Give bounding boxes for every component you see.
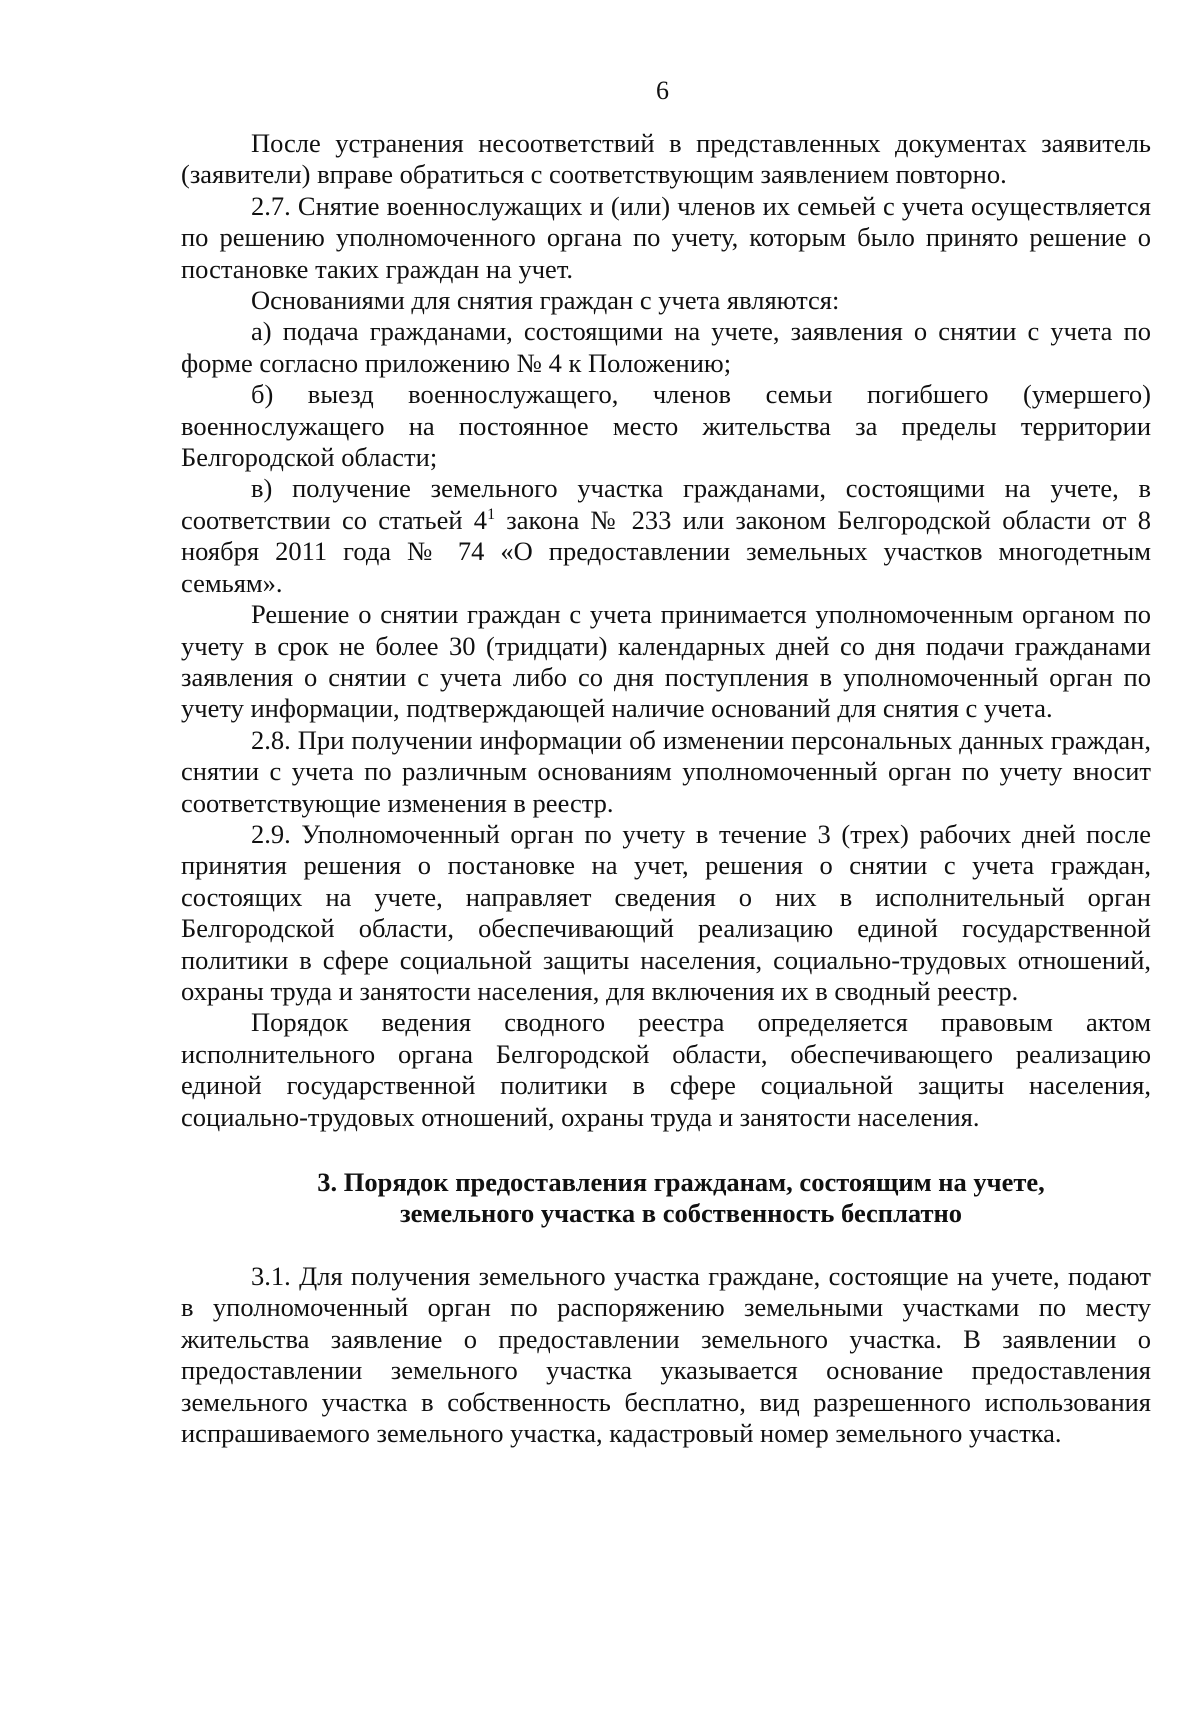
page-number: 6 bbox=[656, 76, 669, 105]
list-item-v-text-2: закона № 233 или законом Белгородской области от 8 ноября 2011 года № 74 «О предоставлении земельных участков многодетным семьям». bbox=[181, 504, 1151, 598]
paragraph: Порядок ведения сводного реестра определяется правовым актом исполнительного органа Белгородской области, обеспечивающего реализацию единой государственной политики в сфере социальной защиты населения, социально-трудовых отношений, охраны труда и занятости населения. bbox=[181, 1007, 1151, 1132]
section-heading bbox=[181, 1167, 1151, 1229]
paragraph-2-7: 2.7. Снятие военнослужащих и (или) членов их семьей с учета осуществляется по решению уполномоченного органа по учету, которым было принято решение о постановке таких граждан на учет. bbox=[181, 190, 1151, 284]
list-item-b: б) выезд военнослужащего, членов семьи погибшего (умершего) военнослужащего на постоянное место жительства за пределы территории Белгородской области; bbox=[181, 379, 1151, 473]
superscript: 1 bbox=[487, 505, 496, 523]
paragraph-2-9: 2.9. Уполномоченный орган по учету в течение 3 (трех) рабочих дней после принятия решения о постановке на учет, решения о снятии с учета граждан, состоящих на учете, направляет сведения о них в исполнительный орган Белгородской области, обеспечивающий реализацию единой государственной политики в сфере социальной защиты населения, социально-трудовых отношений, охраны труда и занятости населения, для включения их в сводный реестр. bbox=[181, 818, 1151, 1006]
section-heading-line: земельного участка в собственность бесплатно bbox=[399, 1198, 963, 1228]
list-item-a: а) подача гражданами, состоящими на учете, заявления о снятии с учета по форме согласно приложению № 4 к Положению; bbox=[181, 316, 1151, 378]
paragraph-2-8: 2.8. При получении информации об изменении персональных данных граждан, снятии с учета по различным основаниям уполномоченный орган по учету вносит соответствующие изменения в реестр. bbox=[181, 724, 1151, 818]
section-heading-line: 3. Порядок предоставления гражданам, состоящим на учете, bbox=[317, 1167, 1045, 1197]
paragraph: После устранения несоответствий в представленных документах заявитель (заявители) вправе обратиться с соответствующим заявлением повторно. bbox=[181, 128, 1151, 190]
list-item-v bbox=[181, 473, 1151, 599]
document-body bbox=[181, 128, 1151, 1449]
paragraph: Основаниями для снятия граждан с учета являются: bbox=[251, 285, 840, 316]
paragraph-3-1: 3.1. Для получения земельного участка граждане, состоящие на учете, подают в уполномоченный орган по распоряжению земельными участками по месту жительства заявление о предоставлении земельного участка. В заявлении о предоставлении земельного участка указывается основание предоставления земельного участка в собственность бесплатно, вид разрешенного использования испрашиваемого земельного участка, кадастровый номер земельного участка. bbox=[181, 1261, 1151, 1449]
paragraph: Решение о снятии граждан с учета принимается уполномоченным органом по учету в срок не более 30 (тридцати) календарных дней со дня подачи гражданами заявления о снятии с учета либо со дня поступления в уполномоченный орган по учету информации, подтверждающей наличие оснований для снятия с учета. bbox=[181, 599, 1151, 724]
list-item-v-text-1: в) получение земельного участка гражданами, состоящими на учете, в соответствии со статьей 4 bbox=[181, 473, 1151, 535]
